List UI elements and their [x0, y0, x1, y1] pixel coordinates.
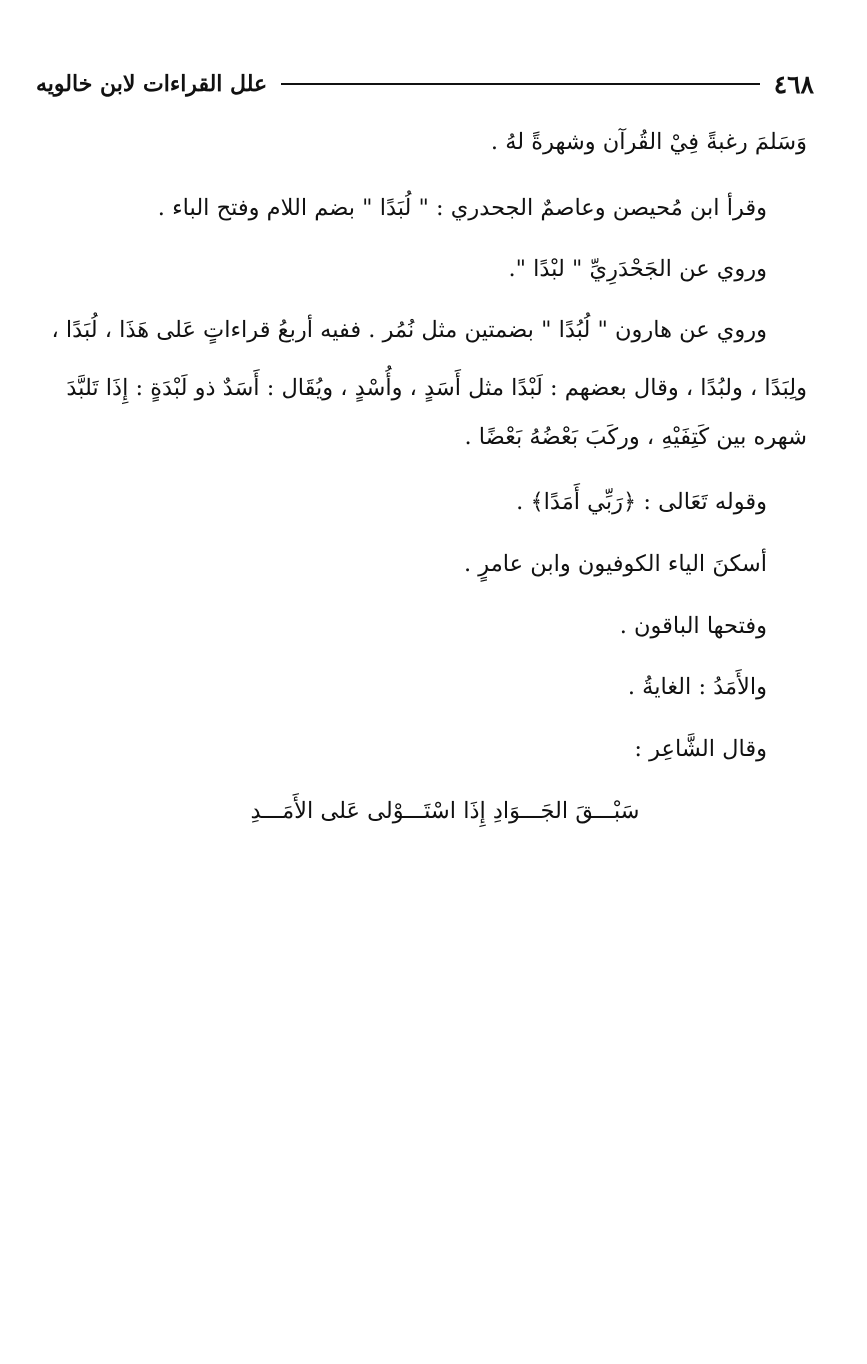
text-line-8: أسكنَ الياء الكوفيون وابن عامرٍ . — [463, 551, 767, 577]
text-line-7: وقوله تَعَالى : ﴿رَبِّي أَمَدًا﴾ . — [516, 489, 767, 515]
text-line-11: وقال الشَّاعِر : — [634, 736, 767, 762]
text-line-6: شهره بين كَتِفَيْهِ ، وركَبَ بَعْضُهُ بَعْضًا . — [464, 424, 807, 450]
text-line-9: وفتحها الباقون . — [619, 613, 767, 639]
text-line-5: ولِبَدًا ، ولبُدًا ، وقال بعضهم : لَبْدًا مثل أَسَدٍ ، وأُسْدٍ ، ويُقَال : أَسَدٌ ذو لَبْدَةٍ : إِذَا تَلبَّدَ — [66, 375, 807, 401]
text-line-1: وَسَلمَ رغبةً فِيْ القُرآن وشهرةً لهُ . — [490, 129, 807, 155]
text-line-10: والأَمَدُ : الغايةُ . — [627, 674, 767, 700]
text-line-4: وروي عن هارون " لُبُدًا " بضمتين مثل نُمُر . ففيه أربعُ قراءاتٍ عَلى هَذَا ، لُبَدًا ، — [51, 317, 767, 343]
poetry-verse: سَبْـــقَ الجَـــوَادِ إِذَا اسْتَـــوْلى عَلى الأَمَـــدِ — [250, 798, 640, 824]
text-line-2: وقرأ ابن مُحيصن وعاصمٌ الجحدري : " لُبَدًا " بضم اللام وفتح الباء . — [157, 195, 767, 221]
book-title: علل القراءات لابن خالويه — [36, 71, 268, 97]
page-header — [36, 64, 814, 104]
header-rule — [281, 83, 760, 85]
page-number: ٤٦٨ — [773, 69, 814, 99]
text-line-3: وروي عن الجَحْدَرِيِّ " لبْدًا ". — [508, 256, 767, 282]
